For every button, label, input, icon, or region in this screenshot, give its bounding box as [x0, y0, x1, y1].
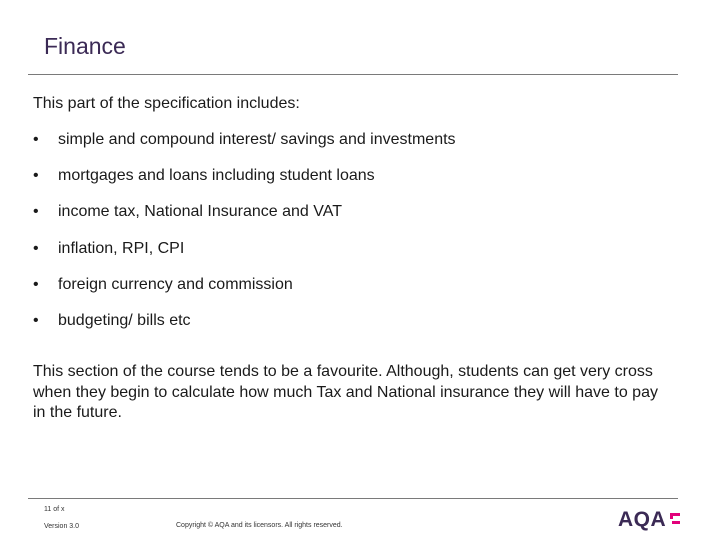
list-item — [33, 240, 456, 276]
list-item — [33, 312, 456, 348]
aqa-logo — [618, 508, 682, 532]
bullet-text: mortgages and loans including student loans — [58, 167, 375, 185]
bullet-icon: • — [33, 167, 39, 185]
slide-title: Finance — [44, 33, 126, 59]
logo-text: AQA — [618, 508, 667, 531]
bullet-icon: • — [33, 311, 39, 329]
bullet-icon: • — [33, 239, 39, 257]
bullet-text: income tax, National Insurance and VAT — [58, 203, 342, 221]
bullet-text: simple and compound interest/ savings and investments — [58, 131, 456, 148]
copyright-notice: Copyright © AQA and its licensors. All rights reserved. — [176, 522, 343, 529]
aqa-swoosh-icon — [668, 511, 682, 527]
version-label: Version 3.0 — [44, 523, 80, 530]
bullet-list — [33, 131, 456, 348]
list-item — [33, 203, 456, 239]
bullet-text: inflation, RPI, CPI — [58, 239, 185, 257]
intro-text: This part of the specification includes: — [33, 95, 300, 112]
bullet-icon: • — [33, 203, 39, 221]
bullet-text: foreign currency and commission — [58, 275, 293, 293]
list-item — [33, 131, 456, 167]
list-item — [33, 167, 456, 203]
page-number: 11 of x — [44, 506, 65, 513]
footer-divider — [28, 498, 678, 499]
bullet-icon: • — [33, 131, 39, 148]
list-item — [33, 276, 456, 312]
bullet-text: budgeting/ bills etc — [58, 311, 191, 329]
bullet-icon: • — [33, 275, 39, 293]
title-divider — [28, 74, 678, 75]
closing-paragraph: This section of the course tends to be a favourite. Although, students can get very cross when they begin to calculate how much Tax and National insurance they will have to pay in the future. — [33, 363, 658, 421]
